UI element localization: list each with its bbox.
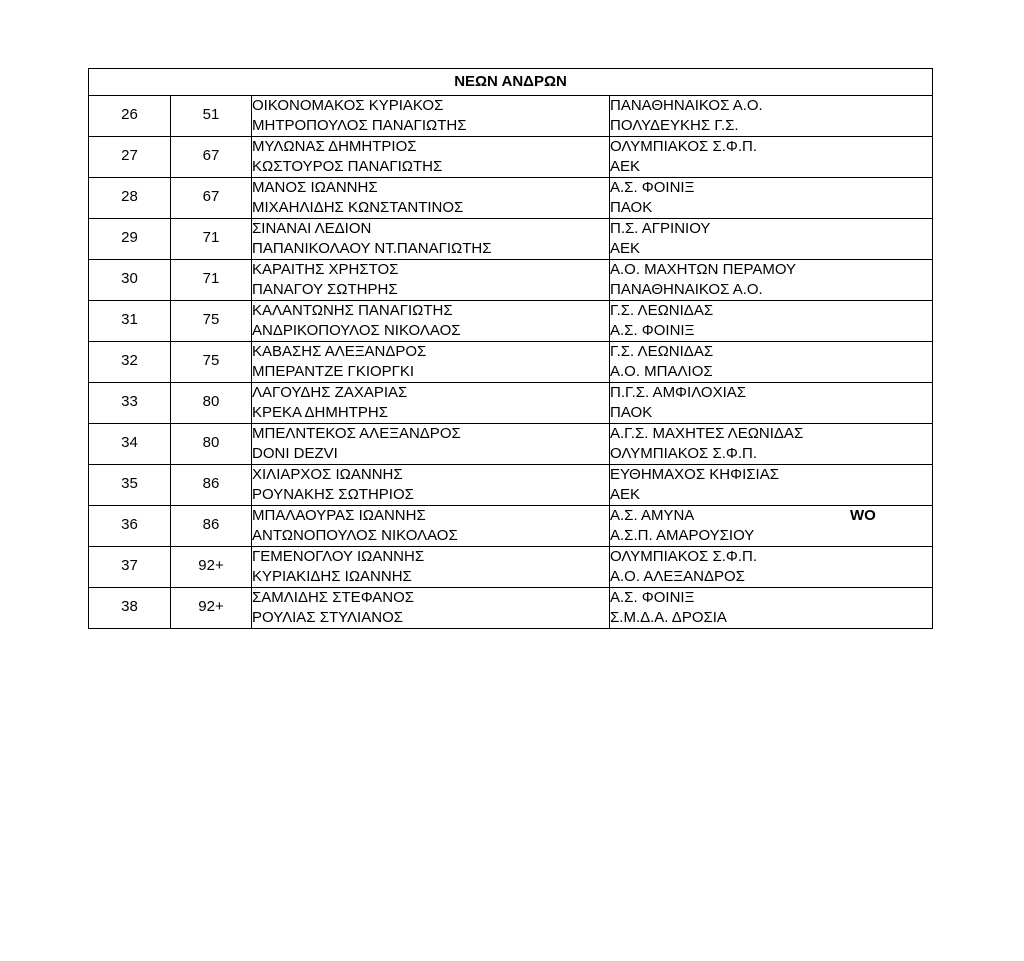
weight-class: 86 xyxy=(202,475,220,492)
athletes-cell xyxy=(252,342,610,383)
weight-class-cell xyxy=(171,178,252,219)
weight-class: 80 xyxy=(202,393,220,410)
weight-class-cell xyxy=(171,588,252,629)
match-number-cell xyxy=(89,383,171,424)
club-name: Α.Γ.Σ. ΜΑΧΗΤΕΣ ΛΕΩΝΙΔΑΣ xyxy=(610,425,804,442)
athletes-cell xyxy=(252,301,610,342)
club-red xyxy=(610,260,932,280)
table-row xyxy=(89,137,933,178)
athlete-blue: ΜΗΤΡΟΠΟΥΛΟΣ ΠΑΝΑΓΙΩΤΗΣ xyxy=(252,117,467,134)
athlete-blue: ΚΩΣΤΟΥΡΟΣ ΠΑΝΑΓΙΩΤΗΣ xyxy=(252,158,443,175)
athlete-red: ΚΑΒΑΣΗΣ ΑΛΕΞΑΝΔΡΟΣ xyxy=(252,343,427,360)
club-name: ΟΛΥΜΠΙΑΚΟΣ Σ.Φ.Π. xyxy=(610,138,758,155)
athlete-red: ΣΙΝΑΝΑΙ ΛΕΔΙΟΝ xyxy=(252,220,372,237)
athlete-red: ΜΠΑΛΑΟΥΡΑΣ ΙΩΑΝΝΗΣ xyxy=(252,507,426,524)
walkover-flag: WO xyxy=(850,507,876,524)
club-name: Π.Γ.Σ. ΑΜΦΙΛΟΧΙΑΣ xyxy=(610,384,747,401)
clubs-cell xyxy=(610,301,933,342)
club-blue xyxy=(610,444,932,464)
match-number-cell xyxy=(89,219,171,260)
club-name: Γ.Σ. ΛΕΩΝΙΔΑΣ xyxy=(610,343,714,360)
clubs-cell xyxy=(610,547,933,588)
club-red xyxy=(610,588,932,608)
club-blue xyxy=(610,239,932,259)
clubs-cell xyxy=(610,96,933,137)
athlete-red: ΟΙΚΟΝΟΜΑΚΟΣ ΚΥΡΙΑΚΟΣ xyxy=(252,97,444,114)
athlete-red: ΣΑΜΛΙΔΗΣ ΣΤΕΦΑΝΟΣ xyxy=(252,589,415,606)
club-name: Α.Ο. ΑΛΕΞΑΝΔΡΟΣ xyxy=(610,568,745,585)
club-red xyxy=(610,96,932,116)
athletes-cell xyxy=(252,219,610,260)
weight-class: 75 xyxy=(202,311,220,328)
club-name: ΠΑΟΚ xyxy=(610,199,653,216)
clubs-cell xyxy=(610,383,933,424)
club-red xyxy=(610,383,932,403)
match-number-cell xyxy=(89,260,171,301)
weight-class: 80 xyxy=(202,434,220,451)
club-name: ΠΑΝΑΘΗΝΑΙΚΟΣ Α.Ο. xyxy=(610,281,763,298)
club-red xyxy=(610,424,932,444)
club-red xyxy=(610,219,932,239)
club-name: Α.Σ.Π. ΑΜΑΡΟΥΣΙΟΥ xyxy=(610,527,755,544)
match-number-cell xyxy=(89,96,171,137)
match-number: 27 xyxy=(121,147,138,164)
club-red xyxy=(610,506,932,526)
table-row xyxy=(89,178,933,219)
club-name: Α.Ο. ΜΑΧΗΤΩΝ ΠΕΡΑΜΟΥ xyxy=(610,261,797,278)
clubs-cell xyxy=(610,588,933,629)
athletes-cell xyxy=(252,178,610,219)
weight-class: 71 xyxy=(202,270,220,287)
athletes-cell xyxy=(252,424,610,465)
match-number: 38 xyxy=(121,598,138,615)
table-row xyxy=(89,424,933,465)
weight-class: 51 xyxy=(202,106,220,123)
athlete-blue: ΡΟΥΝΑΚΗΣ ΣΩΤΗΡΙΟΣ xyxy=(252,486,414,503)
table-body xyxy=(89,96,933,629)
match-number-cell xyxy=(89,424,171,465)
club-name: ΠΟΛΥΔΕΥΚΗΣ Γ.Σ. xyxy=(610,117,739,134)
club-name: ΕΥΘΗΜΑΧΟΣ ΚΗΦΙΣΙΑΣ xyxy=(610,466,779,483)
club-name: ΠΑΟΚ xyxy=(610,404,653,421)
athlete-red: ΜΠΕΛΝΤΕΚΟΣ ΑΛΕΞΑΝΔΡΟΣ xyxy=(252,425,461,442)
clubs-cell xyxy=(610,178,933,219)
match-number: 30 xyxy=(121,270,138,287)
match-number: 31 xyxy=(121,311,138,328)
weight-class-cell xyxy=(171,301,252,342)
athletes-cell xyxy=(252,506,610,547)
clubs-cell xyxy=(610,342,933,383)
club-blue xyxy=(610,198,932,218)
athlete-red: ΚΑΡΑΙΤΗΣ ΧΡΗΣΤΟΣ xyxy=(252,261,399,278)
weight-class-cell xyxy=(171,424,252,465)
weight-class: 67 xyxy=(202,147,220,164)
club-red xyxy=(610,178,932,198)
results-table xyxy=(88,68,933,629)
athlete-blue: DONI DEZVI xyxy=(252,445,338,462)
weight-class-cell xyxy=(171,547,252,588)
athletes-cell xyxy=(252,383,610,424)
club-name: Α.Ο. ΜΠΑΛΙΟΣ xyxy=(610,363,713,380)
club-blue xyxy=(610,608,932,628)
club-blue xyxy=(610,567,932,587)
clubs-cell xyxy=(610,424,933,465)
athlete-red: ΜΥΛΩΝΑΣ ΔΗΜΗΤΡΙΟΣ xyxy=(252,138,417,155)
match-number: 26 xyxy=(121,106,138,123)
club-name: Σ.Μ.Δ.Α. ΔΡΟΣΙΑ xyxy=(610,609,727,626)
clubs-cell xyxy=(610,219,933,260)
club-blue xyxy=(610,157,932,177)
table-row xyxy=(89,219,933,260)
athlete-red: ΓΕΜΕΝΟΓΛΟΥ ΙΩΑΝΝΗΣ xyxy=(252,548,425,565)
weight-class-cell xyxy=(171,506,252,547)
match-number-cell xyxy=(89,465,171,506)
match-number: 35 xyxy=(121,475,138,492)
athletes-cell xyxy=(252,137,610,178)
weight-class-cell xyxy=(171,260,252,301)
club-name: Α.Σ. ΦΟΙΝΙΞ xyxy=(610,589,695,606)
athlete-blue: ΚΡΕΚΑ ΔΗΜΗΤΡΗΣ xyxy=(252,404,388,421)
weight-class: 75 xyxy=(202,352,220,369)
match-number-cell xyxy=(89,301,171,342)
club-blue xyxy=(610,403,932,423)
match-number-cell xyxy=(89,506,171,547)
athlete-red: ΜΑΝΟΣ ΙΩΑΝΝΗΣ xyxy=(252,179,378,196)
athlete-red: ΚΑΛΑΝΤΩΝΗΣ ΠΑΝΑΓΙΩΤΗΣ xyxy=(252,302,453,319)
club-blue xyxy=(610,321,932,341)
match-number: 33 xyxy=(121,393,138,410)
weight-class-cell xyxy=(171,342,252,383)
table-row xyxy=(89,301,933,342)
match-number-cell xyxy=(89,342,171,383)
weight-class-cell xyxy=(171,137,252,178)
athletes-cell xyxy=(252,465,610,506)
club-blue xyxy=(610,280,932,300)
match-number: 29 xyxy=(121,229,138,246)
weight-class-cell xyxy=(171,219,252,260)
club-name: ΑΕΚ xyxy=(610,240,641,257)
match-number-cell xyxy=(89,547,171,588)
athlete-blue: ΡΟΥΛΙΑΣ ΣΤΥΛΙΑΝΟΣ xyxy=(252,609,404,626)
athletes-cell xyxy=(252,547,610,588)
weight-class: 92+ xyxy=(198,598,224,615)
club-name: ΠΑΝΑΘΗΝΑΙΚΟΣ Α.Ο. xyxy=(610,97,763,114)
athletes-cell xyxy=(252,588,610,629)
club-blue xyxy=(610,526,932,546)
club-red xyxy=(610,342,932,362)
athlete-red: ΛΑΓΟΥΔΗΣ ΖΑΧΑΡΙΑΣ xyxy=(252,384,408,401)
match-number: 37 xyxy=(121,557,138,574)
athlete-blue: ΠΑΝΑΓΟΥ ΣΩΤΗΡΗΣ xyxy=(252,281,398,298)
match-number: 36 xyxy=(121,516,138,533)
athlete-blue: ΑΝΤΩΝΟΠΟΥΛΟΣ ΝΙΚΟΛΑΟΣ xyxy=(252,527,458,544)
club-name: Α.Σ. ΦΟΙΝΙΞ xyxy=(610,179,695,196)
clubs-cell xyxy=(610,260,933,301)
weight-class: 71 xyxy=(202,229,220,246)
match-number-cell xyxy=(89,137,171,178)
athlete-blue: ΜΠΕΡΑΝΤΖΕ ΓΚΙΟΡΓΚΙ xyxy=(252,363,415,380)
athlete-blue: ΑΝΔΡΙΚΟΠΟΥΛΟΣ ΝΙΚΟΛΑΟΣ xyxy=(252,322,461,339)
athlete-blue: ΚΥΡΙΑΚΙΔΗΣ ΙΩΑΝΝΗΣ xyxy=(252,568,412,585)
club-name: ΟΛΥΜΠΙΑΚΟΣ Σ.Φ.Π. xyxy=(610,548,758,565)
club-red xyxy=(610,465,932,485)
athlete-blue: ΜΙΧΑΗΛΙΔΗΣ ΚΩΝΣΤΑΝΤΙΝΟΣ xyxy=(252,199,464,216)
table-row xyxy=(89,588,933,629)
table-row xyxy=(89,260,933,301)
table-row xyxy=(89,342,933,383)
clubs-cell xyxy=(610,465,933,506)
club-name: Π.Σ. ΑΓΡΙΝΙΟΥ xyxy=(610,220,711,237)
athlete-blue: ΠΑΠΑΝΙΚΟΛΑΟΥ ΝΤ.ΠΑΝΑΓΙΩΤΗΣ xyxy=(252,240,492,257)
athletes-cell xyxy=(252,96,610,137)
weight-class-cell xyxy=(171,96,252,137)
club-blue xyxy=(610,116,932,136)
clubs-cell xyxy=(610,137,933,178)
match-number: 28 xyxy=(121,188,138,205)
table-title: ΝΕΩΝ ΑΝΔΡΩΝ xyxy=(89,69,933,96)
table-row xyxy=(89,547,933,588)
weight-class-cell xyxy=(171,383,252,424)
club-name: ΑΕΚ xyxy=(610,486,641,503)
club-name: ΟΛΥΜΠΙΑΚΟΣ Σ.Φ.Π. xyxy=(610,445,758,462)
table-row xyxy=(89,383,933,424)
club-red xyxy=(610,301,932,321)
club-red xyxy=(610,137,932,157)
club-name: ΑΕΚ xyxy=(610,158,641,175)
match-number-cell xyxy=(89,178,171,219)
weight-class: 67 xyxy=(202,188,220,205)
table-row xyxy=(89,465,933,506)
weight-class: 86 xyxy=(202,516,220,533)
title-row xyxy=(89,69,933,96)
athletes-cell xyxy=(252,260,610,301)
table-row xyxy=(89,506,933,547)
club-name: Α.Σ. ΑΜΥΝΑ xyxy=(610,507,695,524)
match-number: 34 xyxy=(121,434,138,451)
club-name: Γ.Σ. ΛΕΩΝΙΔΑΣ xyxy=(610,302,714,319)
weight-class-cell xyxy=(171,465,252,506)
club-blue xyxy=(610,485,932,505)
table-row xyxy=(89,96,933,137)
weight-class: 92+ xyxy=(198,557,224,574)
match-number-cell xyxy=(89,588,171,629)
club-red xyxy=(610,547,932,567)
athlete-red: ΧΙΛΙΑΡΧΟΣ ΙΩΑΝΝΗΣ xyxy=(252,466,403,483)
club-name: Α.Σ. ΦΟΙΝΙΞ xyxy=(610,322,695,339)
clubs-cell xyxy=(610,506,933,547)
club-blue xyxy=(610,362,932,382)
match-number: 32 xyxy=(121,352,138,369)
